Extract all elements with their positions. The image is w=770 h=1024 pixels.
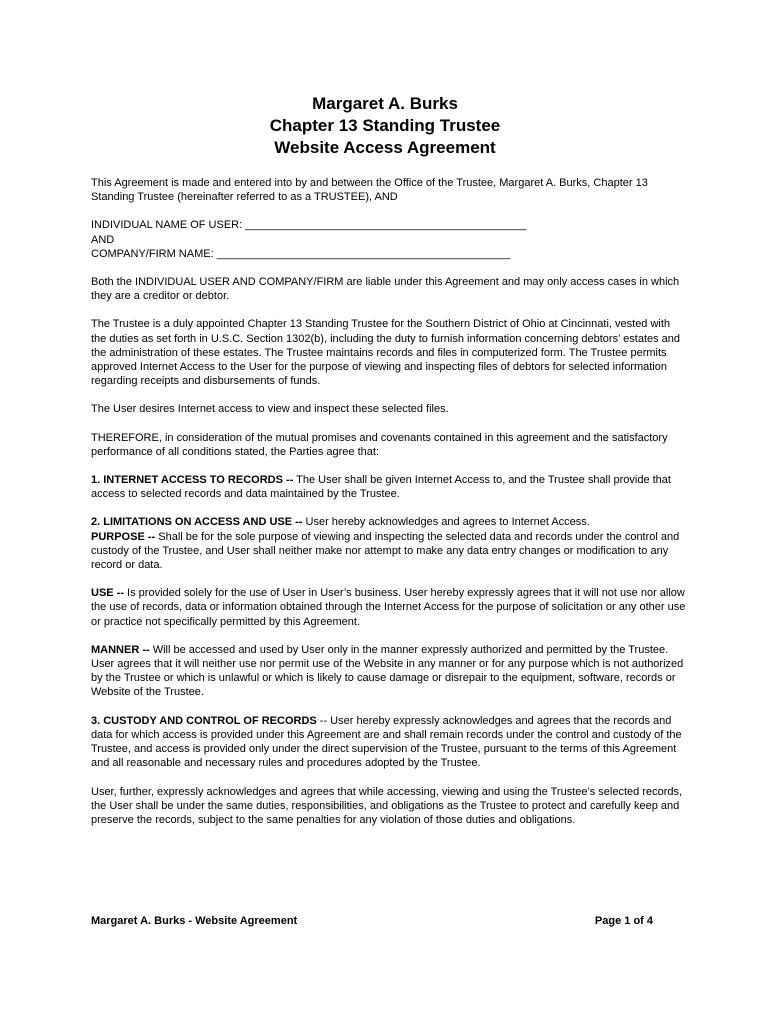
- purpose-heading: PURPOSE --: [91, 530, 156, 543]
- section-3: [91, 714, 686, 771]
- user-name-field: INDIVIDUAL NAME OF USER: ______________________________________________: [91, 219, 527, 232]
- document-title: [0, 93, 770, 159]
- trustee-description-paragraph: The Trustee is a duly appointed Chapter 13 Standing Trustee for the Southern District of Ohio at Cincinnati, vested with the duties as set forth in U.S.C. Section 1302(b), including the duty to furnish information concerning debtors’ estates and the administration of these estates. The Trustee maintains records and files in computerized form. The Trustee permits approved Internet Access to the User for the purpose of viewing and inspecting files of debtors for selected information regarding receipts and disbursements of funds.: [91, 318, 681, 388]
- manner-heading: MANNER --: [91, 643, 150, 656]
- firm-name-field: COMPANY/FIRM NAME: ________________________________________________: [91, 247, 511, 260]
- intro-paragraph: This Agreement is made and entered into by and between the Office of the Trustee, Margaret A. Burks, Chapter 13 Standing Trustee (hereinafter referred to as a TRUSTEE), AND: [91, 177, 648, 204]
- section-2-heading: 2. LIMITATIONS ON ACCESS AND USE --: [91, 516, 303, 529]
- document-body: [91, 176, 686, 841]
- section-1-text: The User shall be given Internet Access to, and the Trustee shall provide that access to selected records and data maintained by the Trustee.: [91, 474, 671, 501]
- footer-title: Margaret A. Burks - Website Agreement: [91, 915, 298, 927]
- page-footer: [91, 915, 653, 927]
- purpose-text: Shall be for the sole purpose of viewing and inspecting the selected data and records under the control and custody of the Trustee, and User shall neither make nor attempt to make any data entry changes or modification to any record or data.: [91, 530, 680, 572]
- section-2: [91, 515, 686, 572]
- use-paragraph: [91, 586, 686, 629]
- therefore-paragraph: THEREFORE, in consideration of the mutual promises and covenants contained in this agreement and the satisfactory performance of all conditions stated, the Parties agree that:: [91, 431, 668, 458]
- use-text: Is provided solely for the use of User in User’s business. User hereby expressly agrees that it will not use nor allow the use of records, data or information obtained through the Internet Access for the purpose of solicitation or any other use or practice not specifically permitted by this Agreement.: [91, 587, 686, 628]
- use-heading: USE --: [91, 587, 124, 600]
- and-text: AND: [91, 233, 115, 246]
- title-agreement: Website Access Agreement: [274, 138, 496, 157]
- section-2-text: User hereby acknowledges and agrees to Internet Access.: [302, 516, 590, 529]
- section-1: [91, 473, 686, 501]
- section-3-text: -- User hereby expressly acknowledges and agrees that the records and data for which access is provided under this Agreement are and shall remain records under the control and custody of the Trustee, and access is provided only under the direct supervision of the Trustee, pursuant to the terms of this Agreement and all reasonable and necessary rules and procedures adopted by the Trustee.: [91, 714, 682, 770]
- page-number: Page 1 of 4: [594, 915, 653, 927]
- section-1-heading: 1. INTERNET ACCESS TO RECORDS --: [91, 474, 294, 487]
- manner-paragraph: [91, 643, 686, 700]
- title-name: Margaret A. Burks: [312, 94, 458, 113]
- further-paragraph: User, further, expressly acknowledges and agrees that while accessing, viewing and using the Trustee’s selected records, the User shall be under the same duties, responsibilities, and obligations as the Trustee to protect and carefully keep and preserve the records, subject to the same penalties for any violation of those duties and obligations.: [91, 785, 683, 826]
- section-3-heading: 3. CUSTODY AND CONTROL OF RECORDS: [91, 714, 317, 727]
- manner-text: Will be accessed and used by User only in the manner expressly authorized and permitted by the Trustee. User agrees that it will neither use nor permit use of the Website in any manner or for any purpose which is not authorized by the Trustee or which is unlawful or which is likely to cause damage or disrepair to the equipment, software, records or Website of the Trustee.: [91, 643, 684, 699]
- title-role: Chapter 13 Standing Trustee: [269, 116, 501, 135]
- liability-paragraph: Both the INDIVIDUAL USER AND COMPANY/FIRM are liable under this Agreement and may only access cases in which they are a creditor or debtor.: [91, 276, 680, 303]
- user-desire-paragraph: The User desires Internet access to view and inspect these selected files.: [91, 403, 449, 416]
